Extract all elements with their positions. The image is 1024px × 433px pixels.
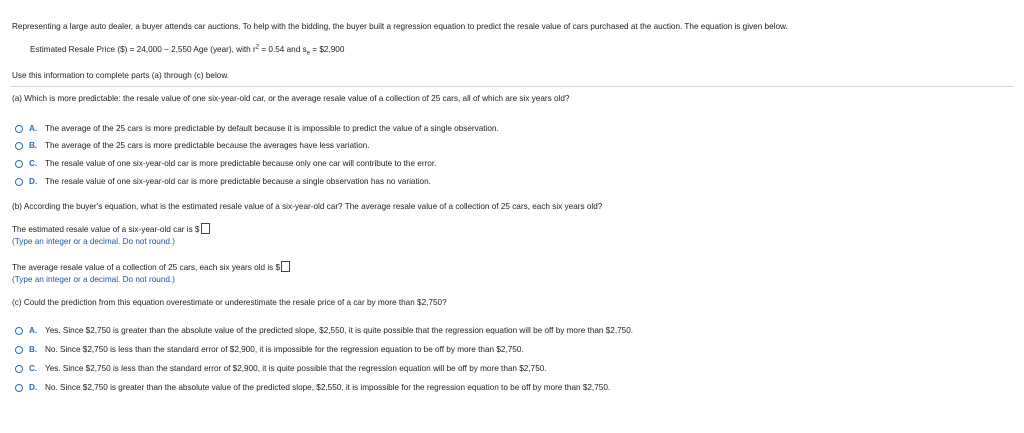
radio-button[interactable]	[15, 365, 23, 373]
radio-button[interactable]	[15, 384, 23, 392]
radio-button[interactable]	[15, 178, 23, 186]
option-text: Yes. Since $2,750 is greater than the absolute value of the predicted slope, $2,550, it is quite possible that the regression equation will be off by more than $2,750.	[45, 326, 634, 335]
option-text: No. Since $2,750 is greater than the absolute value of the predicted slope, $2,550, it is impossible for the regression equation to be off by more than $2,750.	[45, 383, 611, 392]
q2-label: The average resale value of a collection of 25 cars, each six years old is $	[12, 263, 281, 272]
part-c-question: (c) Could the prediction from this equation overestimate or underestimate the resale price of a car by more than $2,750?	[12, 298, 447, 307]
problem-intro: Representing a large auto dealer, a buyer attends car auctions. To help with the bidding, the buyer built a regression equation to predict the resale value of cars purchased at the auction. The equation is given below.	[12, 22, 788, 31]
part-b-question: (b) According the buyer's equation, what is the estimated resale value of a six-year-old car? The average resale value of a collection of 25 cars, each six years old?	[12, 202, 603, 211]
part-b-q1-hint: (Type an integer or a decimal. Do not round.)	[12, 237, 175, 246]
option-letter: A.	[29, 124, 38, 133]
option-letter: C.	[29, 159, 38, 168]
part-b-q2-hint: (Type an integer or a decimal. Do not round.)	[12, 275, 175, 284]
instruction-text: Use this information to complete parts (a) through (c) below.	[12, 71, 230, 80]
option-text: The resale value of one six-year-old car is more predictable because a single observation has no variation.	[45, 177, 431, 186]
part-b-q1	[12, 223, 210, 235]
equation-lhs: Estimated Resale Price ($) = 24,000 − 2,550 Age (year), with r	[30, 45, 256, 54]
option-letter: A.	[29, 326, 38, 335]
r-squared-exponent: 2	[255, 44, 260, 51]
radio-button[interactable]	[15, 125, 23, 133]
se-subscript: e	[306, 50, 310, 57]
radio-button[interactable]	[15, 160, 23, 168]
option-letter: B.	[29, 141, 38, 150]
divider	[10, 86, 1014, 87]
option-letter: C.	[29, 364, 38, 373]
option-text: No. Since $2,750 is less than the standard error of $2,900, it is impossible for the regression equation to be off by more than $2,750.	[45, 345, 524, 354]
option-text: The resale value of one six-year-old car is more predictable because only one car will contribute to the error.	[45, 159, 437, 168]
single-car-value-input[interactable]	[201, 223, 210, 234]
option-text: Yes. Since $2,750 is less than the standard error of $2,900, it is quite possible that the regression equation will be off by more than $2,750.	[45, 364, 547, 373]
radio-button[interactable]	[15, 327, 23, 335]
regression-equation	[30, 44, 344, 55]
average-value-input[interactable]	[281, 261, 290, 272]
q1-label: The estimated resale value of a six-year-old car is $	[12, 225, 200, 234]
part-a-question: (a) Which is more predictable: the resale value of one six-year-old car, or the average resale value of a collection of 25 cars, all of which are six years old?	[12, 94, 570, 103]
equation-mid: = 0.54 and s	[259, 45, 307, 54]
equation-rhs: = $2,900	[310, 45, 345, 54]
option-letter: D.	[29, 177, 38, 186]
radio-button[interactable]	[15, 142, 23, 150]
part-b-q2	[12, 261, 290, 273]
option-text: The average of the 25 cars is more predictable by default because it is impossible to predict the value of a single observation.	[45, 124, 499, 133]
option-letter: D.	[29, 383, 38, 392]
radio-button[interactable]	[15, 346, 23, 354]
option-letter: B.	[29, 345, 38, 354]
option-text: The average of the 25 cars is more predictable because the averages have less variation.	[45, 141, 370, 150]
